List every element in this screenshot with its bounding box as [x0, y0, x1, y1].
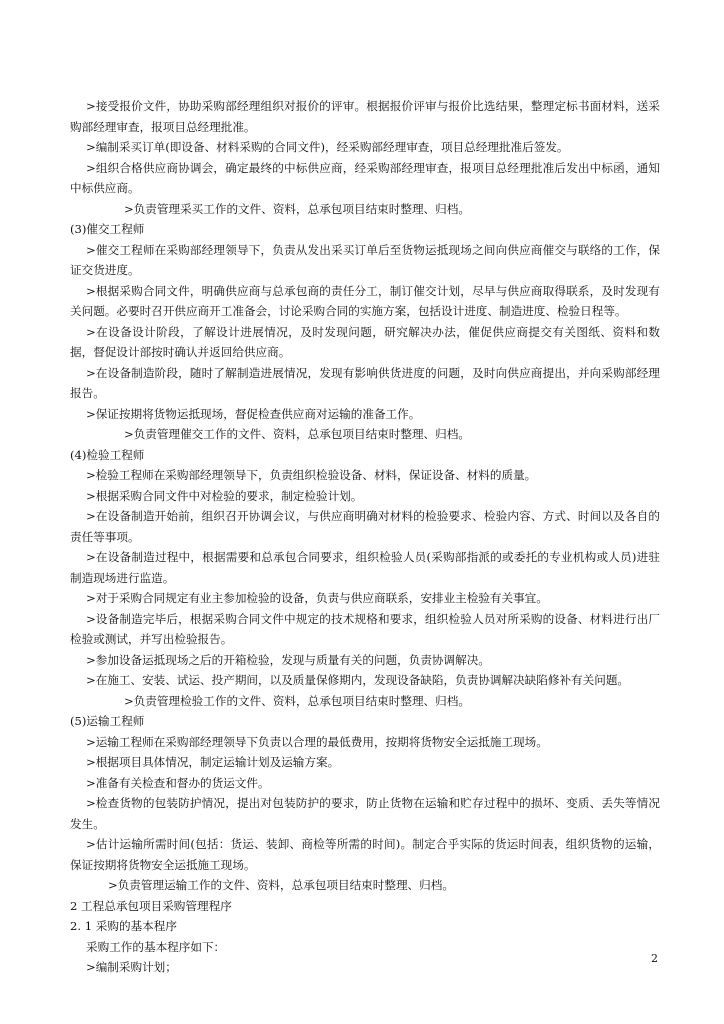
- paragraph: >负责管理催交工作的文件、资料，总承包项目结束时整理、归档。: [124, 427, 470, 441]
- paragraph: >在设备设计阶段，了解设计进展情况，及时发现问题，研究解决办法，催促供应商提交有关图纸、资料和数据，督促设计部按时确认并返回给供应商。: [70, 324, 660, 359]
- paragraph: >参加设备运抵现场之后的开箱检验，发现与质量有关的问题，负责协调解决。: [86, 652, 490, 667]
- section-heading: (4)检验工程师: [70, 447, 145, 462]
- paragraph: >负责管理采买工作的文件、资料，总承包项目结束时整理、归档。: [124, 201, 470, 216]
- paragraph: >组织合格供应商协调会，确定最终的中标供应商，经采购部经理审查，报项目总经理批准后发出中标函，通知中标供应商。: [70, 160, 660, 195]
- paragraph: >保证按期将货物运抵现场，督促检查供应商对运输的准备工作。: [86, 406, 421, 421]
- paragraph: >负责管理检验工作的文件、资料，总承包项目结束时整理、归档。: [124, 693, 470, 708]
- paragraph: >对于采购合同规定有业主参加检验的设备，负责与供应商联系，安排业主检验有关事宜。: [86, 591, 548, 605]
- paragraph: >催交工程师在采购部经理领导下，负责从发出采买订单后至货物运抵现场之间向供应商催交与联络的工作，保证交货进度。: [70, 242, 660, 277]
- page-number: 2: [651, 952, 658, 965]
- paragraph: >负责管理运输工作的文件、资料，总承包项目结束时整理、归档。: [108, 878, 454, 892]
- paragraph: >根据采购合同文件中对检验的要求，制定检验计划。: [86, 488, 363, 503]
- paragraph: >根据采购合同文件，明确供应商与总承包商的责任分工，制订催交计划，尽早与供应商取得联系，及时发现有关问题。必要时召开供应商开工准备会，讨论采购合同的实施方案，包括设计进度、制造进度、检验日程等。: [70, 283, 660, 318]
- paragraph: >根据项目具体情况，制定运输计划及运输方案。: [86, 755, 340, 769]
- paragraph: >在施工、安装、试运、投产期间，以及质量保修期内，发现设备缺陷，负责协调解决缺陷修补有关问题。: [86, 673, 630, 687]
- paragraph: >在设备制造阶段，随时了解制造进展情况，发现有影响供货进度的问题，及时向供应商提出，并向采购部经理报告。: [70, 365, 660, 400]
- paragraph: >编制采购计划；: [86, 960, 177, 974]
- section-heading: 2. 1 采购的基本程序: [70, 919, 177, 933]
- paragraph: >在设备制造开始前，组织召开协调会议，与供应商明确对材料的检验要求、检验内容、方式、时间以及各自的责任等事项。: [70, 509, 660, 544]
- paragraph: 采购工作的基本程序如下：: [86, 939, 226, 954]
- paragraph: >编制采买订单(即设备、材料采购的合同文件)，经采购部经理审查，项目总经理批准后签发。: [86, 140, 569, 154]
- paragraph: >估计运输所需时间(包括：货运、装卸、商检等所需的时间)。制定合乎实际的货运时间表，组织货物的运输，保证按期将货物安全运抵施工现场。: [70, 837, 660, 872]
- paragraph: >运输工程师在采购部经理领导下负责以合理的最低费用，按期将货物安全运抵施工现场。: [86, 734, 548, 749]
- paragraph: >在设备制造过程中，根据需要和总承包合同要求，组织检验人员(采购部指派的或委托的专业机构或人员)进驻制造现场进行监造。: [70, 550, 660, 585]
- paragraph: >检验工程师在采购部经理领导下，负责组织检验设备、材料，保证设备、材料的质量。: [86, 468, 537, 482]
- paragraph: >设备制造完毕后，根据采购合同文件中规定的技术规格和要求，组织检验人员对所采购的设备、材料进行出厂检验或测试，并写出检验报告。: [70, 611, 660, 646]
- paragraph: >准备有关检查和督办的货运文件。: [86, 775, 270, 790]
- paragraph: >接受报价文件，协助采购部经理组织对报价的评审。根据报价评审与报价比选结果，整理定标书面材料，送采购部经理审查，报项目总经理批准。: [70, 99, 660, 134]
- body-text: [70, 96, 660, 978]
- section-heading: (3)催交工程师: [70, 222, 145, 236]
- section-heading: 2 工程总承包项目采购管理程序: [70, 898, 232, 913]
- section-heading: (5)运输工程师: [70, 714, 145, 728]
- paragraph: >检查货物的包装防护情况，提出对包装防护的要求，防止货物在运输和贮存过程中的损坏、变质、丢失等情况发生。: [70, 796, 660, 831]
